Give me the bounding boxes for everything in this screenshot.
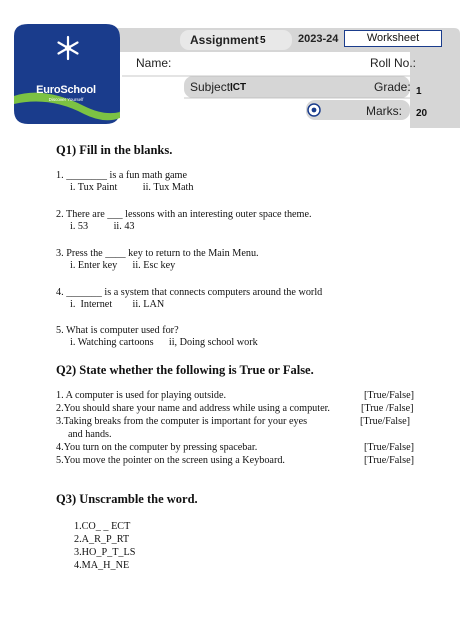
q2-answer-4[interactable]: [True/False] [364, 442, 414, 453]
question-2-title: Q2) State whether the following is True or False. [56, 363, 314, 377]
q1-item-3: 3. Press the ____ key to return to the Main Menu. [56, 248, 259, 259]
grade-label: Grade: [374, 80, 411, 94]
q3-word-1: 1.CO_ _ ECT [74, 521, 131, 532]
worksheet-title: Worksheet [344, 30, 442, 47]
q2-statement-3-continued: and hands. [68, 429, 112, 440]
logo-tagline: Discover Yourself [48, 97, 84, 102]
q2-answer-2[interactable]: [True /False] [361, 403, 414, 414]
marks-label: Marks: [366, 104, 402, 118]
subject-value: ICT [230, 82, 247, 93]
q2-answer-1[interactable]: [True/False] [364, 390, 414, 401]
q2-answer-5[interactable]: [True/False] [364, 455, 414, 466]
assignment-label: Assignment [190, 33, 259, 47]
q1-item-2: 2. There are ___ lessons with an interesting outer space theme. [56, 209, 312, 220]
roll-number-label: Roll No.: [370, 56, 417, 70]
q2-statement-4: 4.You turn on the computer by pressing spacebar. [56, 442, 258, 453]
q1-item-4: 4. _______ is a system that connects computers around the world [56, 287, 323, 298]
q1-item-5: 5. What is computer used for? [56, 325, 179, 336]
question-1-title: Q1) Fill in the blanks. [56, 143, 173, 157]
logo [32, 84, 100, 102]
q3-word-2: 2.A_R_P_RT [74, 534, 130, 545]
q1-item-2-options: i. 53 ii. 43 [70, 221, 135, 232]
q1-item-5-options: i. Watching cartoons ii, Doing school work [70, 337, 258, 348]
worksheet-header [14, 20, 460, 128]
name-label: Name: [136, 56, 172, 70]
q2-statement-5: 5.You move the pointer on the screen using a Keyboard. [56, 455, 285, 466]
assignment-number: 5 [260, 35, 266, 46]
q1-item-3-options: i. Enter key ii. Esc key [70, 260, 176, 271]
q3-word-4: 4.MA_H_NE [74, 560, 130, 571]
q3-word-3: 3.HO_P_T_LS [74, 547, 136, 558]
q2-answer-3[interactable]: [True/False] [360, 416, 410, 427]
q2-statement-2: 2.You should share your name and address while using a computer. [56, 403, 330, 414]
logo-name: EuroSchool [36, 84, 96, 96]
q2-statement-1: 1. A computer is used for playing outside. [56, 390, 227, 401]
grade-value: 1 [416, 86, 422, 97]
euroschool-snowflake-icon [54, 34, 82, 62]
q2-statement-3: 3.Taking breaks from the computer is important for your eyes [56, 416, 308, 427]
marks-value: 20 [416, 108, 428, 119]
q1-item-1: 1. ________ is a fun math game [56, 170, 187, 181]
academic-year: 2023-24 [298, 33, 339, 45]
question-3-title: Q3) Unscramble the word. [56, 492, 198, 506]
q1-item-4-options: i. Internet ii. LAN [70, 299, 165, 310]
subject-label: Subject: [190, 80, 234, 94]
q1-item-1-options: i. Tux Paint ii. Tux Math [70, 182, 194, 193]
